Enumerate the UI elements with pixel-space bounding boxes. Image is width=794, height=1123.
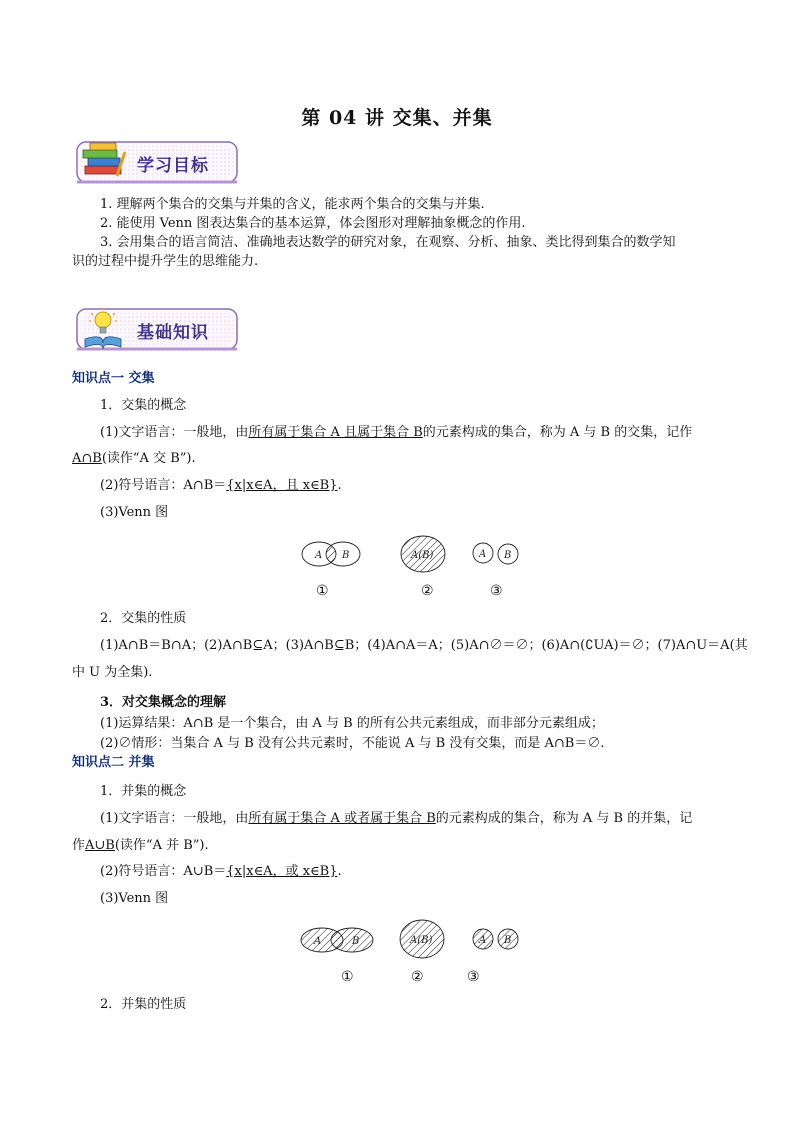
k2-notation-b: (读作“A 并 B”). — [114, 838, 209, 853]
lightbulb-book-icon — [79, 307, 129, 351]
k1-venn-caption-3: ③ — [490, 583, 503, 599]
k2-s2: 2．并集的性质 — [100, 997, 187, 1012]
k2-text-underlined: 所有属于集合 A 或者属于集合 B — [248, 811, 436, 826]
k2-notation — [72, 837, 722, 855]
k2-venn-diagrams — [296, 917, 532, 963]
k1-text — [100, 424, 722, 442]
k2-venn3-label-a: A — [479, 935, 487, 946]
k1-venn-caption-2: ② — [421, 583, 434, 599]
k2-venn2-label: A(B) — [410, 935, 433, 946]
k1-venn-caption-1: ① — [316, 583, 329, 599]
k2-venn3-label-b: B — [504, 935, 512, 946]
k1-venn3-label-b: B — [504, 550, 512, 561]
k2-venn-caption-3: ③ — [467, 969, 480, 985]
k1-venn-label: (3)Venn 图 — [100, 505, 169, 520]
k1-s2: 2．交集的性质 — [100, 611, 187, 626]
k1-symbolic — [100, 477, 722, 495]
k1-text-a: (1)文字语言：一般地，由 — [100, 425, 249, 440]
k2-s1: 1．并集的概念 — [100, 784, 187, 799]
k2-venn1-label-a: A — [314, 936, 322, 947]
k2-heading: 知识点二 并集 — [72, 755, 155, 770]
k1-venn1-label-a: A — [315, 550, 323, 561]
k2-notation-underlined: A∪B — [85, 838, 115, 853]
k2-venn-caption-1: ① — [341, 969, 354, 985]
k1-notation-b: (读作“A 交 B”). — [101, 451, 196, 466]
k1-props-2: 中 U 为全集). — [72, 665, 153, 680]
k1-understanding-1: (1)运算结果：A∩B 是一个集合，由 A 与 B 的所有公共元素组成，而非部分元素组成； — [100, 716, 604, 731]
k1-venn2-label: A(B) — [411, 550, 434, 561]
k1-text-b: 的元素构成的集合，称为 A 与 B 的交集，记作 — [422, 425, 693, 440]
k1-heading: 知识点一 交集 — [72, 371, 155, 386]
k2-text — [100, 810, 722, 828]
k2-text-a: (1)文字语言：一般地，由 — [100, 811, 249, 826]
k1-venn1-label-b: B — [342, 550, 350, 561]
k1-text-underlined: 所有属于集合 A 且属于集合 B — [248, 425, 423, 440]
books-icon — [79, 140, 129, 184]
basics-banner-label: 基础知识 — [137, 323, 209, 343]
k2-venn1-label-b: B — [352, 936, 360, 947]
k1-notation — [72, 450, 722, 468]
k2-text-b: 的元素构成的集合，称为 A 与 B 的并集，记 — [435, 811, 693, 826]
k2-symbolic — [100, 863, 722, 881]
k1-venn-diagrams — [290, 532, 530, 578]
goal-3: 3. 会用集合的语言简洁、准确地表达数学的研究对象，在观察、分析、抽象、类比得到集合的数学知 — [100, 235, 676, 250]
k1-props-1: (1)A∩B＝B∩A；(2)A∩B⊆A；(3)A∩B⊆B；(4)A∩A＝A；(5)A∩∅＝∅；(6)A∩(∁UA)＝∅；(7)A∩U＝A(其 — [100, 638, 748, 653]
k2-sym-underlined: {x|x∈A，或 x∈B} — [226, 864, 338, 879]
basics-banner — [75, 307, 240, 353]
goal-1: 1. 理解两个集合的交集与并集的含义，能求两个集合的交集与并集. — [100, 197, 485, 212]
k2-notation-a: 作 — [72, 838, 86, 853]
k1-sym-underlined: {x|x∈A，且 x∈B} — [226, 478, 338, 493]
page-title: 第 04 讲 交集、并集 — [301, 107, 493, 129]
k1-sym-b: . — [337, 478, 342, 493]
goals-banner — [75, 140, 240, 186]
k1-understanding-2: (2)∅情形：当集合 A 与 B 没有公共元素时，不能说 A 与 B 没有交集，而是 A∩B＝∅. — [100, 736, 605, 751]
k2-sym-a: (2)符号语言：A∪B＝ — [100, 864, 227, 879]
k2-venn-label: (3)Venn 图 — [100, 891, 169, 906]
k1-s3: 3．对交集概念的理解 — [100, 695, 227, 710]
k1-s1: 1．交集的概念 — [100, 398, 187, 413]
k2-venn-caption-2: ② — [411, 969, 424, 985]
goal-2: 2. 能使用 Venn 图表达集合的基本运算，体会图形对理解抽象概念的作用. — [100, 216, 526, 231]
k1-venn3-label-a: A — [479, 549, 487, 560]
goals-banner-label: 学习目标 — [137, 156, 209, 176]
k2-sym-b: . — [337, 864, 342, 879]
k1-notation-underlined: A∩B — [72, 451, 102, 466]
goal-3-cont: 识的过程中提升学生的思维能力. — [72, 254, 259, 269]
k1-sym-a: (2)符号语言：A∩B＝ — [100, 478, 227, 493]
